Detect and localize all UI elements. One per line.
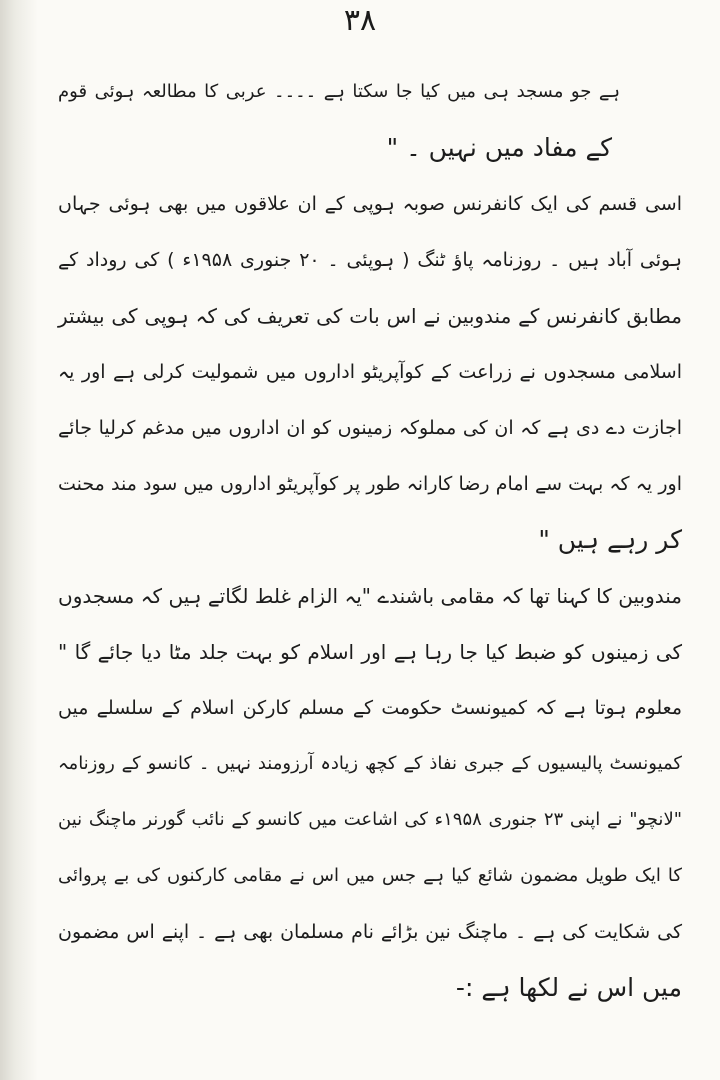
text-line-15: کا ایک طویل مضمون شائع کیا ہے جس میں اس نے مقامی کارکنوں کی بے پروائی	[58, 865, 682, 886]
text-line-9: کر رہے ہیں "	[538, 525, 682, 554]
text-line-11: کی زمینوں کو ضبط کیا جا رہا ہے اور اسلام کو بہت جلد مٹا دیا جائے گا "	[58, 640, 682, 664]
text-line-16: کی شکایت کی ہے ۔ ماچنگ نین بڑائے نام مسلمان بھی ہے ۔ اپنے اس مضمون	[58, 921, 682, 943]
text-line-7: اجازت دے دی ہے کہ ان کی مملوکہ زمینوں کو ان اداروں میں مدغم کرلیا جائے	[58, 417, 682, 439]
page-edge-shadow	[0, 0, 38, 1080]
page-number: ۳۸	[343, 3, 377, 38]
text-line-14: "لانچو" نے اپنی ۲۳ جنوری ۱۹۵۸ء کی اشاعت میں کانسو کے نائب گورنر ماچنگ نین	[58, 809, 682, 830]
text-line-12: معلوم ہوتا ہے کہ کمیونسٹ حکومت کے مسلم کارکن اسلام کے سلسلے میں	[58, 697, 682, 719]
text-line-13: کمیونسٹ پالیسیوں کے جبری نفاذ کے کچھ زیادہ آرزومند نہیں ۔ کانسو کے روزنامہ	[58, 753, 682, 774]
body-text	[58, 64, 682, 1016]
text-line-5: مطابق کانفرنس کے مندوبین نے اس بات کی تعریف کی کہ ہوپی کی بیشتر	[58, 304, 682, 328]
text-line-17: میں اس نے لکھا ہے :-	[455, 973, 682, 1002]
text-line-3: اسی قسم کی ایک کانفرنس صوبہ ہوپی کے ان علاقوں میں بھی ہوئی جہاں	[58, 193, 682, 215]
text-line-1: ہے جو مسجد ہی میں کیا جا سکتا ہے ۔۔۔۔ عربی کا مطالعہ ہوئی قوم	[58, 81, 620, 102]
text-line-8: اور یہ کہ بہت سے امام رضا کارانہ طور پر کوآپریٹو اداروں میں سود مند محنت	[58, 473, 682, 495]
text-line-4: ہوئی آباد ہیں ۔ روزنامہ پاؤ ٹنگ ( ہوپئی ۔ ۲۰ جنوری ۱۹۵۸ء ) کی روداد کے	[58, 249, 682, 271]
text-line-10: مندوبین کا کہنا تھا کہ مقامی باشندے "یہ الزام غلط لگاتے ہیں کہ مسجدوں	[58, 584, 682, 608]
text-line-2: کے مفاد میں نہیں ۔ "	[386, 133, 612, 162]
text-line-6: اسلامی مسجدوں نے زراعت کے کوآپریٹو اداروں میں شمولیت کرلی ہے اور یہ	[58, 361, 682, 383]
